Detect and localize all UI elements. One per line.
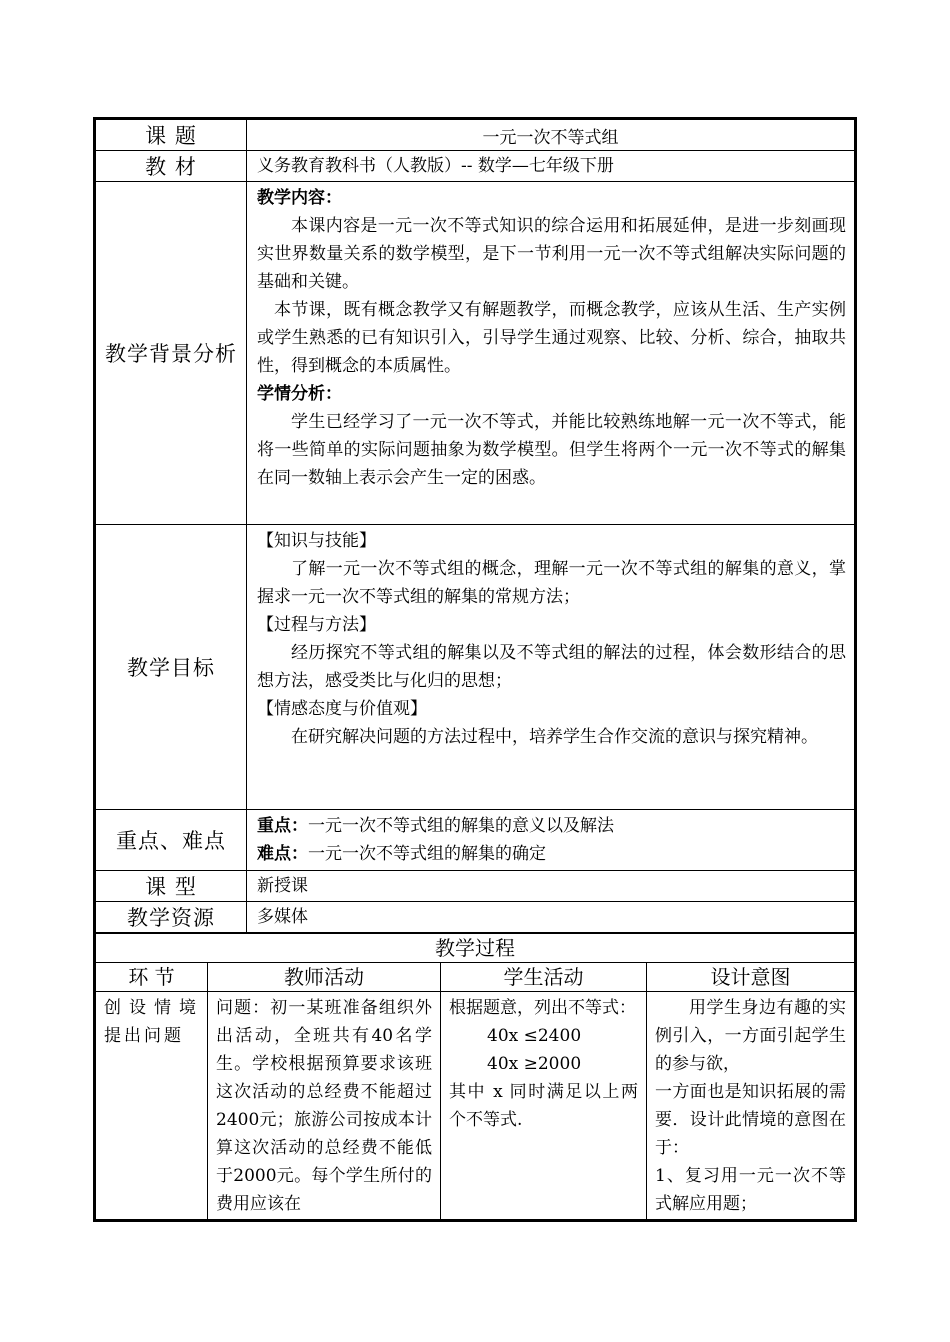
emotion-text: 在研究解决问题的方法过程中，培养学生合作交流的意识与探究精神。 bbox=[291, 727, 818, 747]
goals-content bbox=[247, 525, 855, 810]
difficulty-title: 难点： bbox=[257, 844, 308, 864]
process-method-text: 经历探究不等式组的解集以及不等式组的解法的过程，体会数形结合的思想方法，感受类比与化归的思想； bbox=[257, 643, 846, 691]
design-paragraph-1: 用学生身边有趣的实例引入，一方面引起学生的参与欲， bbox=[655, 998, 846, 1074]
design-intent bbox=[647, 992, 855, 1220]
row-goals bbox=[96, 525, 855, 810]
process-title: 教学过程 bbox=[96, 934, 855, 963]
process-title-row bbox=[96, 934, 855, 963]
lesson-plan-page bbox=[93, 117, 857, 1222]
design-paragraph-2: 一方面也是知识拓展的需要．设计此情境的意图在于： bbox=[655, 1082, 846, 1158]
emotion-title: 【情感态度与价值观】 bbox=[257, 699, 427, 719]
header-design: 设计意图 bbox=[647, 963, 855, 992]
key-title: 重点： bbox=[257, 816, 308, 836]
textbook-value: 义务教育教科书（人教版）-- 数学—七年级下册 bbox=[247, 151, 855, 182]
student-outro: 其中 x 同时满足以上两个不等式. bbox=[449, 1082, 638, 1130]
row-background bbox=[96, 182, 855, 525]
difficulty-line bbox=[257, 840, 846, 868]
knowledge-title: 【知识与技能】 bbox=[257, 531, 376, 551]
inequality-2: 40x ≥2000 bbox=[487, 1054, 582, 1074]
topic-value: 一元一次不等式组 bbox=[247, 120, 855, 151]
row-resource bbox=[96, 902, 855, 933]
key-label: 重点、难点 bbox=[96, 810, 247, 871]
resource-value: 多媒体 bbox=[247, 902, 855, 933]
process-header-row bbox=[96, 963, 855, 992]
row-key-points bbox=[96, 810, 855, 871]
row-topic bbox=[96, 120, 855, 151]
row-lesson-type bbox=[96, 871, 855, 902]
content-title: 教学内容： bbox=[257, 188, 342, 208]
type-value: 新授课 bbox=[247, 871, 855, 902]
background-label: 教学背景分析 bbox=[96, 182, 247, 525]
topic-label: 课 题 bbox=[96, 120, 247, 151]
process-row bbox=[96, 992, 855, 1220]
process-table bbox=[95, 933, 855, 1220]
knowledge-text: 了解一元一次不等式组的概念，理解一元一次不等式组的解集的意义，掌握求一元一次不等式组的解集的常规方法； bbox=[257, 559, 846, 607]
content-paragraph-2: 本节课，既有概念教学又有解题教学，而概念教学，应该从生活、生产实例或学生熟悉的已有知识引入，引导学生通过观察、比较、分析、综合，抽取共性，得到概念的本质属性。 bbox=[257, 300, 846, 376]
process-method-title: 【过程与方法】 bbox=[257, 615, 376, 635]
analysis-paragraph: 学生已经学习了一元一次不等式，并能比较熟练地解一元一次不等式，能将一些简单的实际问题抽象为数学模型。但学生将两个一元一次不等式的解集在同一数轴上表示会产生一定的困惑。 bbox=[257, 412, 846, 488]
row-textbook bbox=[96, 151, 855, 182]
stage-cell: 创设情境提出问题 bbox=[96, 992, 208, 1220]
content-paragraph-1: 本课内容是一元一次不等式知识的综合运用和拓展延伸，是进一步刻画现实世界数量关系的数学模型，是下一节利用一元一次不等式组解决实际问题的基础和关键。 bbox=[257, 216, 846, 292]
key-content bbox=[247, 810, 855, 871]
info-table bbox=[95, 119, 855, 933]
design-paragraph-3: 1、复习用一元一次不等式解应用题； bbox=[655, 1166, 846, 1214]
student-activity bbox=[441, 992, 647, 1220]
analysis-title: 学情分析： bbox=[257, 384, 342, 404]
background-content bbox=[247, 182, 855, 525]
inequality-1: 40x ≤2400 bbox=[487, 1026, 582, 1046]
key-text: 一元一次不等式组的解集的意义以及解法 bbox=[308, 816, 614, 836]
header-teacher: 教师活动 bbox=[208, 963, 441, 992]
type-label: 课 型 bbox=[96, 871, 247, 902]
header-stage: 环 节 bbox=[96, 963, 208, 992]
teacher-activity: 问题：初一某班准备组织外出活动，全班共有40名学生。学校根据预算要求该班这次活动的总经费不能超过2400元；旅游公司按成本计算这次活动的总经费不能低于2000元。每个学生所付的费用应该在 bbox=[208, 992, 441, 1220]
resource-label: 教学资源 bbox=[96, 902, 247, 933]
difficulty-text: 一元一次不等式组的解集的确定 bbox=[308, 844, 546, 864]
key-line bbox=[257, 812, 846, 840]
header-student: 学生活动 bbox=[441, 963, 647, 992]
lesson-plan-frame bbox=[93, 117, 857, 1222]
student-intro: 根据题意，列出不等式： bbox=[449, 998, 636, 1018]
textbook-label: 教 材 bbox=[96, 151, 247, 182]
goals-label: 教学目标 bbox=[96, 525, 247, 810]
